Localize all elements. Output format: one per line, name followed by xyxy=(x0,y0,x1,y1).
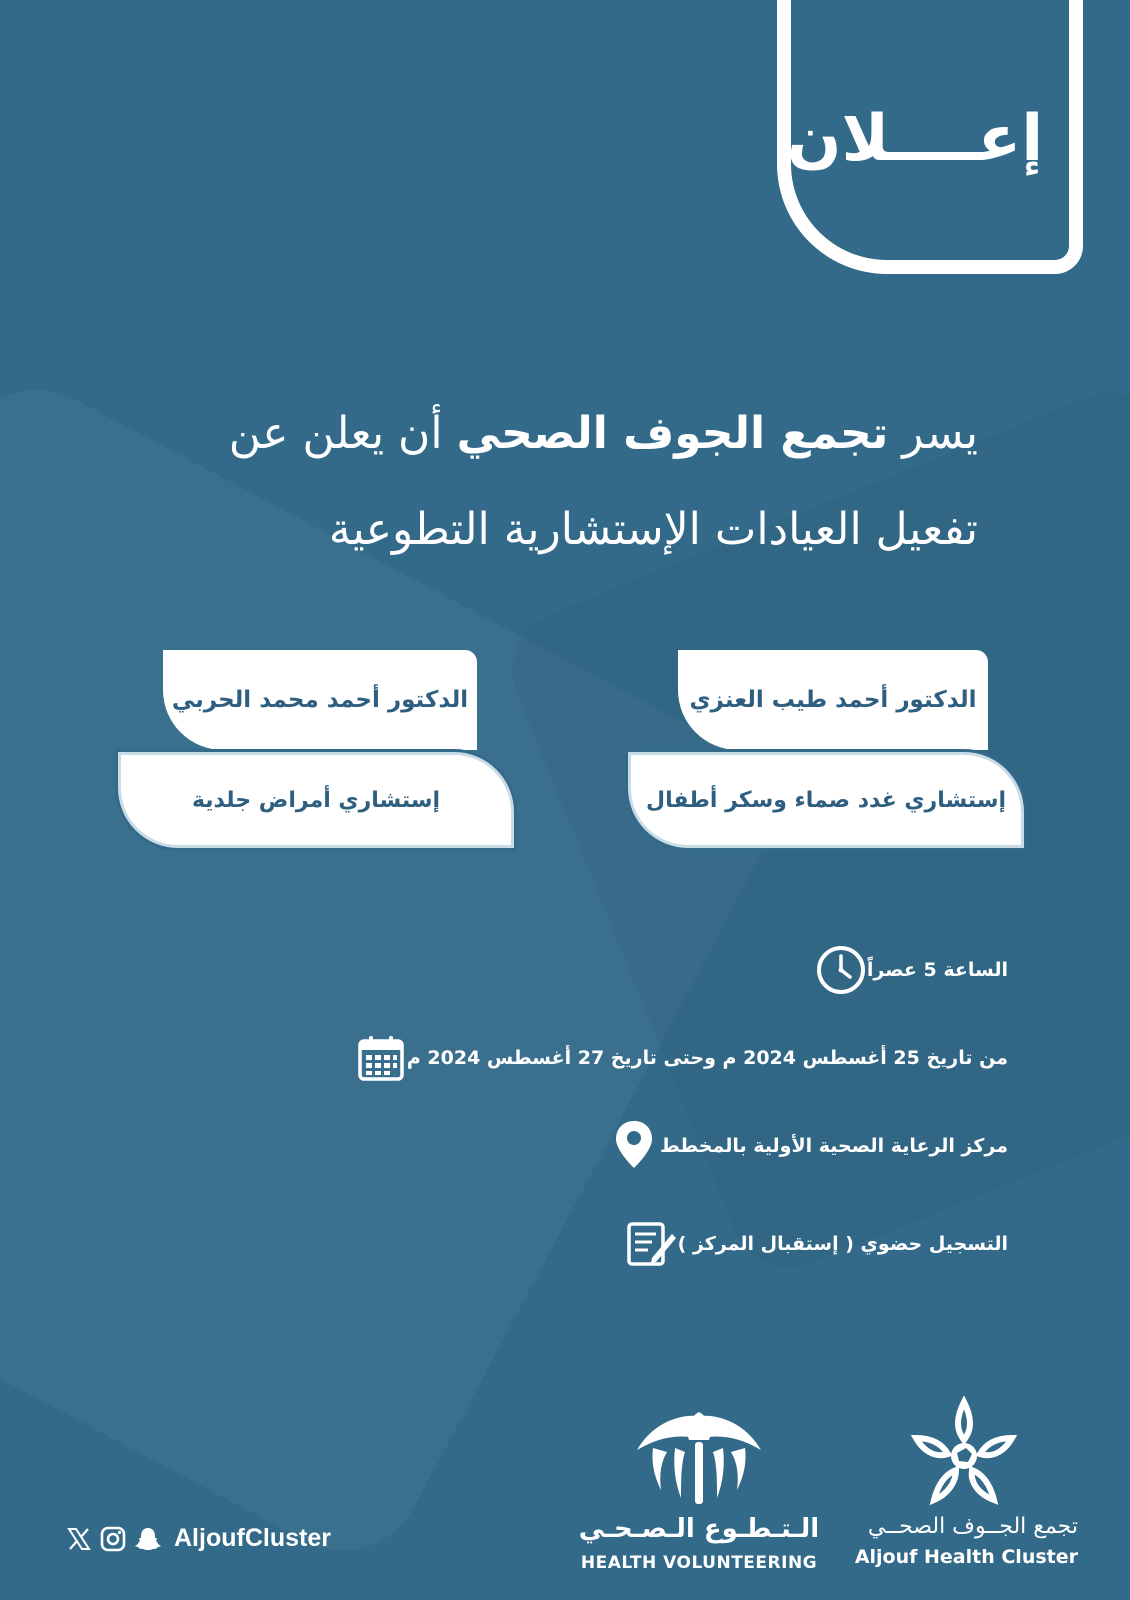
calendar-icon xyxy=(355,1032,407,1084)
aljouf-logo-arabic: تجمع الجــوف الصحــي xyxy=(867,1514,1078,1539)
headline-line-1 xyxy=(138,386,978,482)
headline-prefix: يسر xyxy=(902,408,978,459)
info-location xyxy=(584,1120,1008,1172)
clock-icon xyxy=(815,944,867,996)
location-pin-icon xyxy=(608,1120,660,1172)
palm-tree-icon xyxy=(629,1408,769,1508)
doctor-specialty-card: إستشاري أمراض جلدية xyxy=(118,752,514,848)
aljouf-star-emblem-icon xyxy=(908,1396,1020,1508)
aljouf-health-cluster-logo xyxy=(848,1396,1078,1576)
social-handle-text[interactable]: AljoufCluster xyxy=(174,1524,331,1552)
form-edit-icon xyxy=(626,1218,678,1270)
health-volunteering-logo xyxy=(574,1408,824,1578)
aljouf-logo-english: Aljouf Health Cluster xyxy=(854,1546,1078,1568)
social-handle xyxy=(66,1524,331,1553)
time-text: الساعة 5 عصراً xyxy=(866,959,1008,981)
announcement-label: إعــــلان xyxy=(786,102,1044,176)
info-date xyxy=(331,1032,1008,1084)
x-icon[interactable] xyxy=(66,1526,92,1552)
doctor-name-card: الدكتور أحمد محمد الحربي xyxy=(163,650,477,750)
doctor-name-card: الدكتور أحمد طيب العنزي xyxy=(678,650,988,750)
headline-suffix: أن يعلن عن xyxy=(228,408,443,459)
info-registration xyxy=(602,1218,1008,1270)
headline xyxy=(138,386,978,578)
location-text: مركز الرعاية الصحية الأولية بالمخطط xyxy=(659,1135,1008,1157)
date-text: من تاريخ 25 أغسطس 2024 م وحتى تاريخ 27 أغسطس 2024 م xyxy=(406,1047,1008,1069)
volunteering-logo-english: HEALTH VOLUNTEERING xyxy=(580,1553,818,1573)
volunteering-logo-arabic: الـتـطـوع الـصـحـي xyxy=(578,1514,820,1544)
info-time xyxy=(791,944,1008,996)
headline-line-2: تفعيل العيادات الإستشارية التطوعية xyxy=(328,504,978,555)
headline-highlight: تجمع الجوف الصحي xyxy=(456,408,889,459)
registration-text: التسجيل حضوي ( إستقبال المركز ) xyxy=(677,1233,1008,1255)
doctor-specialty-card: إستشاري غدد صماء وسكر أطفال xyxy=(628,752,1024,848)
snapchat-icon[interactable] xyxy=(134,1525,162,1553)
instagram-icon[interactable] xyxy=(100,1526,126,1552)
